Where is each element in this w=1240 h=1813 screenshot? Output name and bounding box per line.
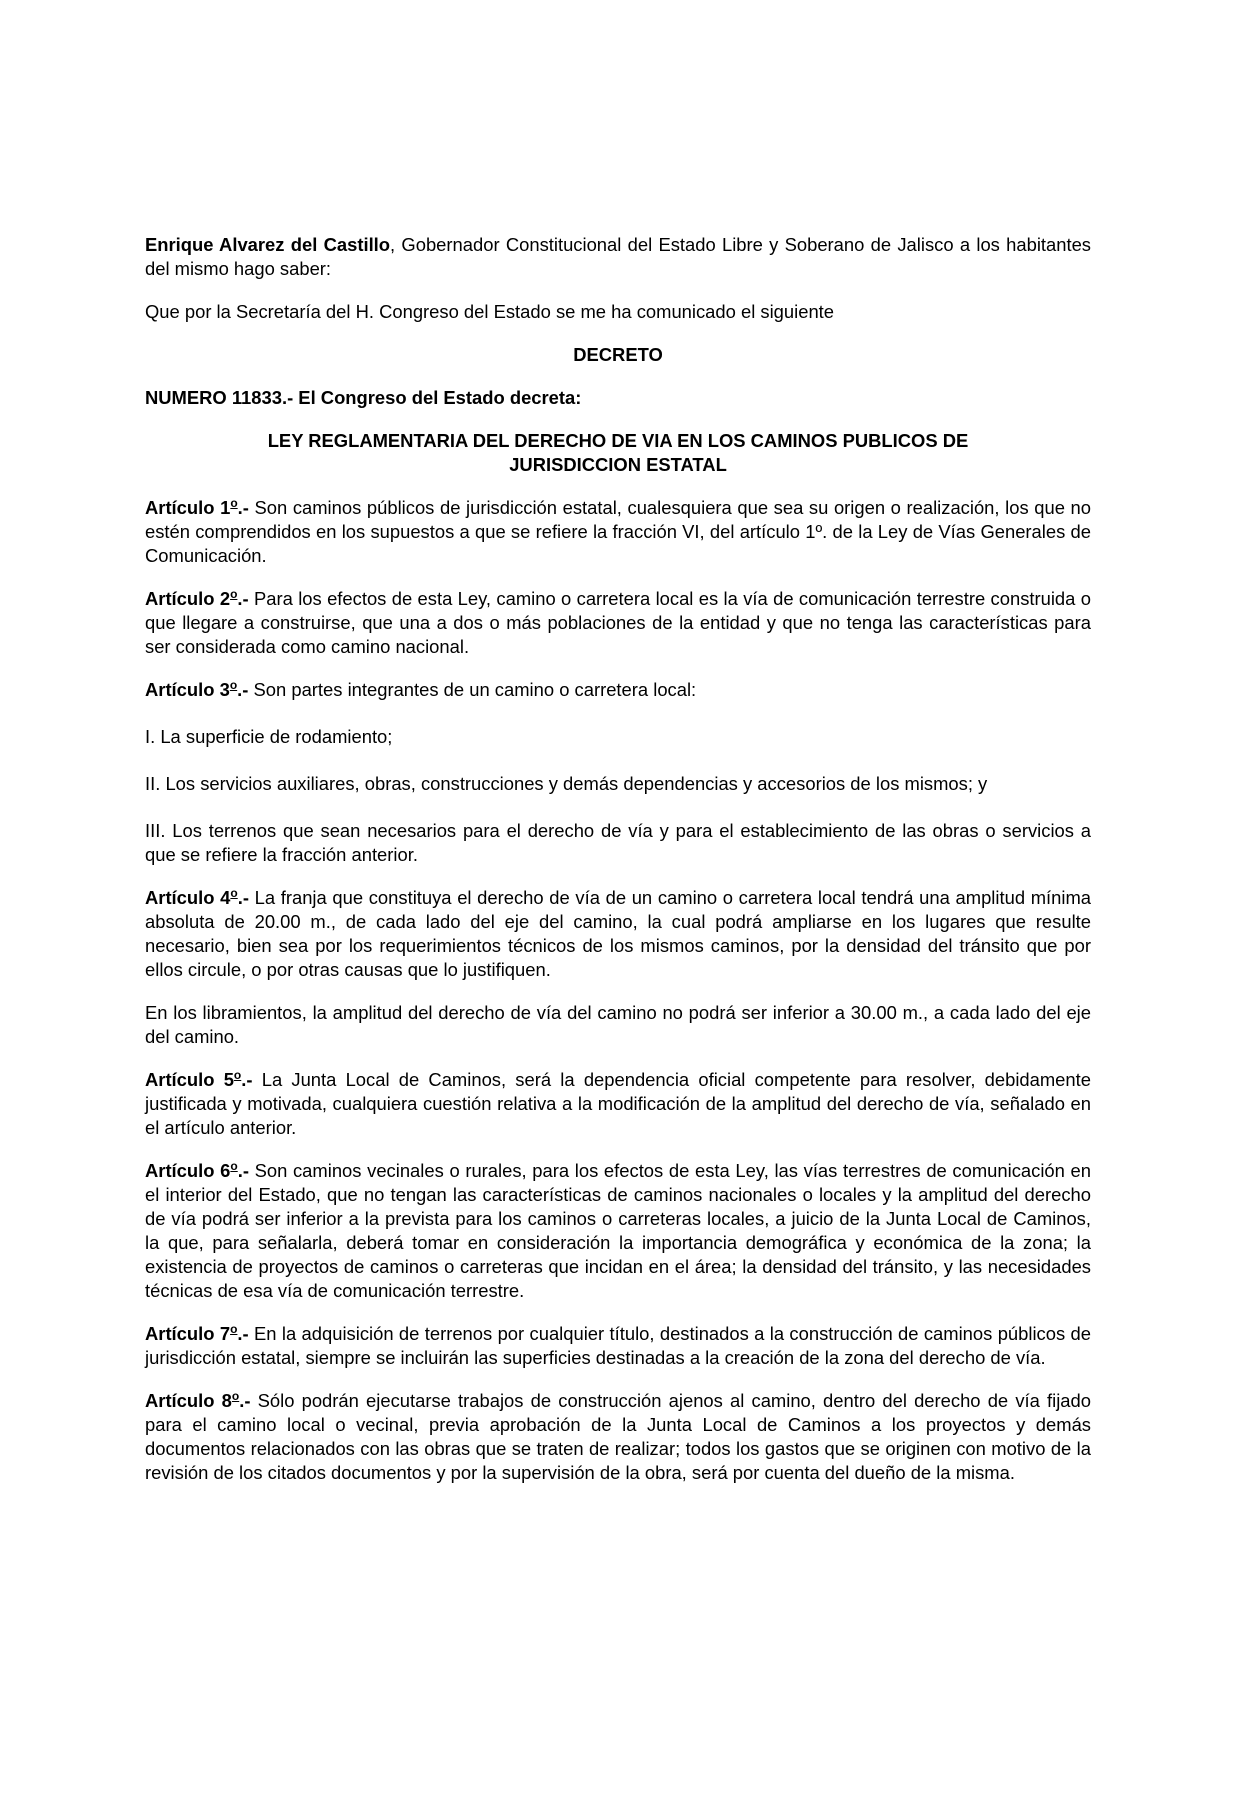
article-7-text: En la adquisición de terrenos por cualquier título, destinados a la construcción de caminos públicos de jurisdicción estatal, siempre se incluirán las superficies destinadas a la creación de la zona del derecho de vía. bbox=[145, 1323, 1091, 1368]
article-7-label bbox=[145, 1323, 249, 1344]
article-1-text: Son caminos públicos de jurisdicción estatal, cualesquiera que sea su origen o realización, los que no estén comprendidos en los supuestos a que se refiere la fracción VI, del artículo 1º. de la Ley de Vías Generales de Comunicación. bbox=[145, 497, 1091, 566]
article-5-text: La Junta Local de Caminos, será la dependencia oficial competente para resolver, debidamente justificada y motivada, cualquiera cuestión relativa a la modificación de la amplitud del derecho de vía, señalado en el artículo anterior. bbox=[145, 1069, 1091, 1138]
article-7-label-text: Artículo 7 bbox=[145, 1323, 231, 1344]
article-5-ordinal: o bbox=[233, 1068, 242, 1082]
article-3 bbox=[145, 678, 1091, 702]
article-3-text: Son partes integrantes de un camino o carretera local: bbox=[248, 679, 697, 700]
article-5 bbox=[145, 1068, 1091, 1140]
article-4-ordinal: o bbox=[230, 886, 238, 900]
article-6-label bbox=[145, 1160, 249, 1181]
article-3-fraction-1: I. La superficie de rodamiento; bbox=[145, 726, 393, 747]
article-7-ordinal: o bbox=[230, 1322, 238, 1336]
article-5-label bbox=[145, 1069, 253, 1090]
article-2-label bbox=[145, 588, 249, 609]
article-5-label-text: Artículo 5 bbox=[145, 1069, 234, 1090]
article-2-suffix: .- bbox=[237, 588, 249, 609]
decree-heading: DECRETO bbox=[573, 344, 663, 365]
article-7-suffix: .- bbox=[237, 1323, 249, 1344]
law-title bbox=[145, 429, 1091, 477]
governor-text: , Gobernador Constitucional del Estado Libre y Soberano de Jalisco a los habitantes del mismo hago saber: bbox=[145, 234, 1092, 279]
governor-name: Enrique Alvarez del Castillo bbox=[145, 234, 391, 255]
article-6-ordinal: o bbox=[230, 1159, 238, 1173]
article-4-text: La franja que constituya el derecho de vía de un camino o carretera local tendrá una amplitud mínima absoluta de 20.00 m., de cada lado del eje del camino, la cual podrá ampliarse en los lugares que resulte necesario, bien sea por los requerimientos técnicos de los mismos caminos, por la densidad del tránsito que por ellos circule, o por otras causas que lo justifiquen. bbox=[145, 887, 1091, 980]
article-4-suffix: .- bbox=[237, 887, 249, 908]
article-4 bbox=[145, 886, 1091, 982]
article-1-suffix: .- bbox=[237, 497, 249, 518]
law-title-line2: JURISDICCION ESTATAL bbox=[509, 454, 727, 475]
communication-paragraph: Que por la Secretaría del H. Congreso del Estado se me ha comunicado el siguiente bbox=[145, 301, 835, 322]
article-6-suffix: .- bbox=[237, 1160, 249, 1181]
article-1 bbox=[145, 496, 1091, 568]
article-8-label bbox=[145, 1390, 250, 1411]
article-7 bbox=[145, 1322, 1091, 1370]
article-4-paragraph-2: En los libramientos, la amplitud del derecho de vía del camino no podrá ser inferior a 30.00 m., a cada lado del eje del camino. bbox=[145, 1002, 1091, 1047]
article-2-ordinal: o bbox=[230, 587, 238, 601]
article-2-text: Para los efectos de esta Ley, camino o carretera local es la vía de comunicación terrestre construida o que llegare a construirse, que una a dos o más poblaciones de la entidad y que no tenga las características para ser considerada como camino nacional. bbox=[145, 588, 1091, 657]
article-1-label bbox=[145, 497, 249, 518]
article-1-ordinal: o bbox=[230, 496, 238, 510]
article-1-label-text: Artículo 1 bbox=[145, 497, 231, 518]
article-3-ordinal: o bbox=[229, 678, 238, 692]
article-8 bbox=[145, 1389, 1091, 1485]
article-6-text: Son caminos vecinales o rurales, para los efectos de esta Ley, las vías terrestres de comunicación en el interior del Estado, que no tengan las características de caminos nacionales o locales y la amplitud del derecho de vía podrá ser inferior a la prevista para los caminos o carreteras locales, a juicio de la Junta Local de Caminos, la que, para señalarla, deberá tomar en consideración la importancia demográfica y económica de la zona; la existencia de proyectos de caminos o carreteras que incidan en el área; la densidad del tránsito, y las necesidades técnicas de esa vía de comunicación terrestre. bbox=[145, 1160, 1091, 1301]
article-4-label-text: Artículo 4 bbox=[145, 887, 231, 908]
article-8-ordinal: o bbox=[231, 1389, 240, 1403]
article-8-text: Sólo podrán ejecutarse trabajos de construcción ajenos al camino, dentro del derecho de vía fijado para el camino local o vecinal, previa aprobación de la Junta Local de Caminos a los proyectos y demás documentos relacionados con las obras que se traten de realizar; todos los gastos que se originen con motivo de la revisión de los citados documentos y por la supervisión de la obra, será por cuenta del dueño de la misma. bbox=[145, 1390, 1091, 1483]
article-3-label bbox=[145, 679, 248, 700]
intro-paragraph bbox=[145, 233, 1091, 281]
decree-number: NUMERO 11833.- El Congreso del Estado decreta: bbox=[145, 387, 582, 408]
article-8-label-text: Artículo 8 bbox=[145, 1390, 232, 1411]
article-6 bbox=[145, 1159, 1091, 1303]
article-3-suffix: .- bbox=[237, 679, 249, 700]
article-4-label bbox=[145, 887, 249, 908]
article-2 bbox=[145, 587, 1091, 659]
document-page bbox=[145, 233, 1091, 1504]
article-3-fraction-2: II. Los servicios auxiliares, obras, construcciones y demás dependencias y accesorios de los mismos; y bbox=[145, 773, 988, 794]
article-5-suffix: .- bbox=[241, 1069, 253, 1090]
article-3-fraction-3: III. Los terrenos que sean necesarios para el derecho de vía y para el establecimiento de las obras o servicios a que se refiere la fracción anterior. bbox=[145, 820, 1091, 865]
law-title-line1: LEY REGLAMENTARIA DEL DERECHO DE VIA EN LOS CAMINOS PUBLICOS DE bbox=[267, 430, 969, 451]
article-8-suffix: .- bbox=[239, 1390, 251, 1411]
article-3-label-text: Artículo 3 bbox=[145, 679, 230, 700]
article-2-label-text: Artículo 2 bbox=[145, 588, 231, 609]
article-6-label-text: Artículo 6 bbox=[145, 1160, 231, 1181]
